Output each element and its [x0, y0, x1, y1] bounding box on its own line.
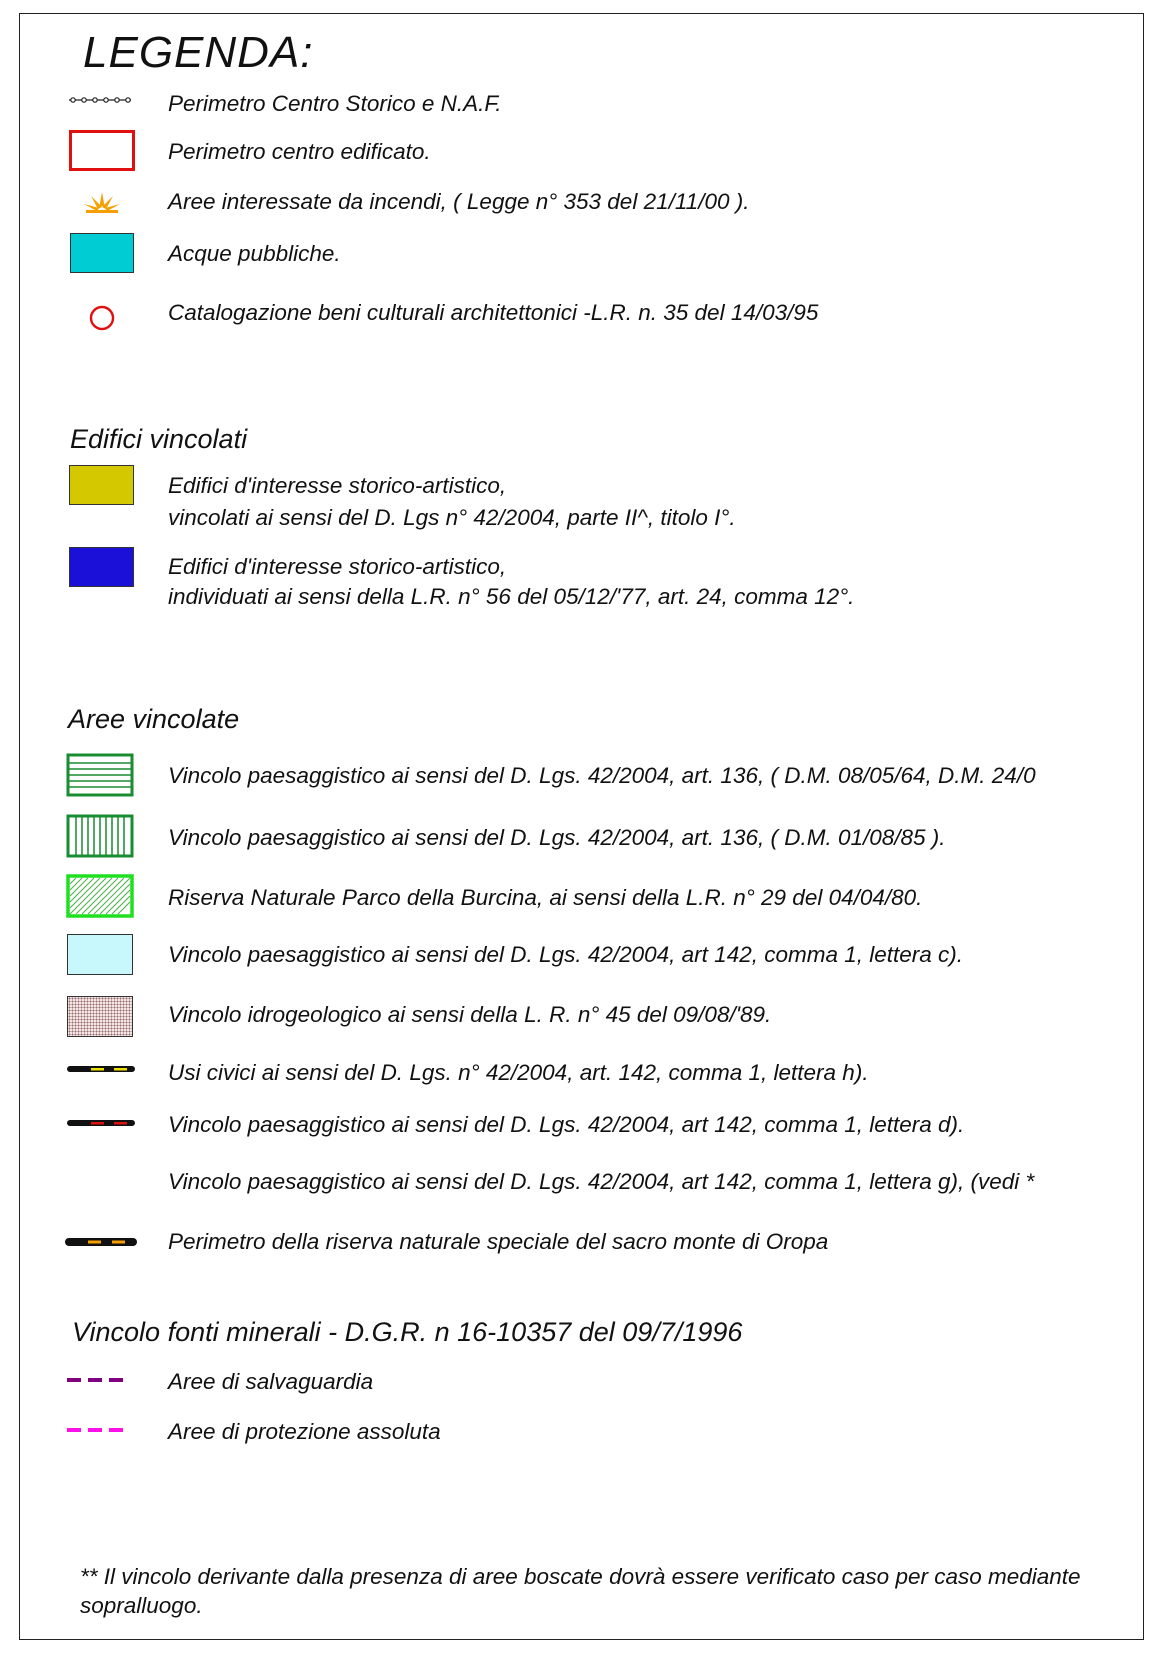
legend-label-aree-1: Vincolo paesaggistico ai sensi del D. Lgs. 42/2004, art. 136, ( D.M. 08/05/64, D.M. 24/0 [168, 763, 1036, 788]
legend-label-beni-culturali: Catalogazione beni culturali architettonici -L.R. n. 35 del 14/03/95 [168, 300, 819, 325]
section-heading-edifici: Edifici vincolati [70, 424, 248, 454]
magenta-dashed-line-icon [66, 1426, 128, 1434]
legend-label-aree-5: Vincolo idrogeologico ai sensi della L. R. n° 45 del 09/08/'89. [168, 1002, 772, 1027]
green-diagonal-hatch-icon [66, 874, 134, 918]
purple-dashed-line-icon [66, 1376, 128, 1384]
green-vertical-hatch-icon [66, 814, 134, 858]
legend-label-aree-7: Vincolo paesaggistico ai sensi del D. Lgs. 42/2004, art 142, comma 1, lettera d). [168, 1112, 965, 1137]
black-orange-line-icon [64, 1236, 138, 1248]
section-heading-fonti: Vincolo fonti minerali - D.G.R. n 16-10357 del 09/7/1996 [72, 1317, 743, 1347]
legend-label-salvaguardia: Aree di salvaguardia [168, 1369, 374, 1394]
legend-label-centro-edificato: Perimetro centro edificato. [168, 139, 431, 164]
legend-label-aree-6: Usi civici ai sensi del D. Lgs. n° 42/2004, art. 142, comma 1, lettera h). [168, 1060, 869, 1085]
legend-label-aree-9: Perimetro della riserva naturale speciale del sacro monte di Oropa [168, 1229, 829, 1254]
legend-frame [19, 13, 1144, 1640]
legend-label-aree-4: Vincolo paesaggistico ai sensi del D. Lgs. 42/2004, art 142, comma 1, lettera c). [168, 942, 964, 967]
red-circle-icon [88, 304, 116, 332]
legend-label-edifici-2b: individuati ai sensi della L.R. n° 56 del 05/12/'77, art. 24, comma 12°. [168, 584, 855, 609]
legend-label-edifici-1b: vincolati ai sensi del D. Lgs n° 42/2004, parte II^, titolo I°. [168, 505, 736, 530]
legend-label-edifici-2a: Edifici d'interesse storico-artistico, [168, 554, 507, 579]
legend-label-aree-8: Vincolo paesaggistico ai sensi del D. Lgs. 42/2004, art 142, comma 1, lettera g), (vedi * [168, 1169, 1035, 1194]
cyan-box-icon [70, 233, 134, 273]
red-outline-box-icon [69, 130, 135, 171]
legend-title: LEGENDA: [83, 28, 314, 77]
legend-label-acque-pubbliche: Acque pubbliche. [168, 241, 341, 266]
section-heading-aree: Aree vincolate [68, 704, 240, 734]
dotted-line-icon [67, 94, 133, 106]
black-red-line-icon [66, 1118, 136, 1128]
legend-label-aree-3: Riserva Naturale Parco della Burcina, ai sensi della L.R. n° 29 del 04/04/80. [168, 885, 923, 910]
legend-label-protezione-assoluta: Aree di protezione assoluta [168, 1419, 441, 1444]
legend-label-centro-storico: Perimetro Centro Storico e N.A.F. [168, 91, 502, 116]
light-cyan-box-icon [67, 934, 133, 975]
legend-label-incendi: Aree interessate da incendi, ( Legge n° 353 del 21/11/00 ). [168, 189, 750, 214]
legend-label-aree-2: Vincolo paesaggistico ai sensi del D. Lgs. 42/2004, art. 136, ( D.M. 01/08/85 ). [168, 825, 946, 850]
black-yellow-line-icon [66, 1064, 136, 1074]
yellow-box-icon [69, 465, 134, 505]
footnote: ** Il vincolo derivante dalla presenza di aree boscate dovrà essere verificato caso per caso mediante sopralluogo. [80, 1564, 1081, 1618]
dotted-pink-box-icon [67, 996, 133, 1037]
blue-box-icon [69, 547, 134, 587]
legend-label-edifici-1a: Edifici d'interesse storico-artistico, [168, 473, 507, 498]
fire-burst-icon [82, 190, 122, 216]
green-horizontal-hatch-icon [66, 753, 134, 797]
